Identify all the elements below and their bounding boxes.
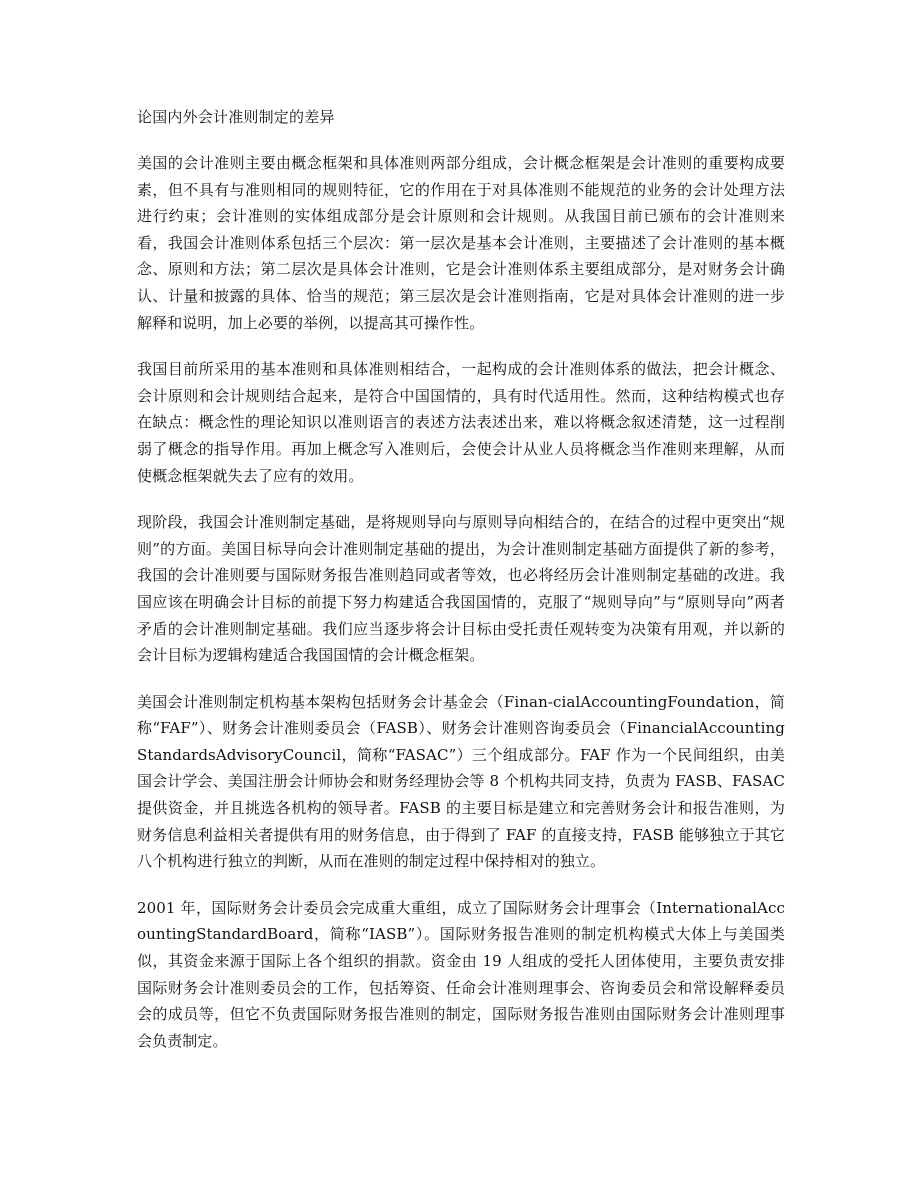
- document-page: [137, 104, 785, 1074]
- paragraph-3: 现阶段，我国会计准则制定基础，是将规则导向与原则导向相结合的，在结合的过程中更突出“规则”的方面。美国目标导向会计准则制定基础的提出，为会计准则制定基础方面提供了新的参考，我国的会计准则要与国际财务报告准则趋同或者等效，也必将经历会计准则制定基础的改进。我国应该在明确会计目标的前提下努力构建适合我国国情的，克服了“规则导向”与“原则导向”两者矛盾的会计准则制定基础。我们应当逐步将会计目标由受托责任观转变为决策有用观，并以新的会计目标为逻辑构建适合我国国情的会计概念框架。: [137, 513, 785, 665]
- paragraph-2: 我国目前所采用的基本准则和具体准则相结合，一起构成的会计准则体系的做法，把会计概念、会计原则和会计规则结合起来，是符合中国国情的，具有时代适用性。然而，这种结构模式也存在缺点：概念性的理论知识以准则语言的表述方法表述出来，难以将概念叙述清楚，这一过程削弱了概念的指导作用。再加上概念写入准则后，会使会计从业人员将概念当作准则来理解，从而使概念框架就失去了应有的效用。: [137, 360, 785, 485]
- paragraph-5: 2001 年，国际财务会计委员会完成重大重组，成立了国际财务会计理事会（InternationalAccountingStandardBoard，简称“IASB”）。国际财务报告准则的制定机构模式大体上与美国类似，其资金来源于国际上各个组织的捐款。资金由 19 人组成的受托人团体使用，主要负责安排国际财务会计准则委员会的工作，包括筹资、任命会计准则理事会、咨询委员会和常设解释委员会的成员等，但它不负责国际财务报告准则的制定，国际财务报告准则由国际财务会计准则理事会负责制定。: [137, 898, 785, 1050]
- paragraph-1: 美国的会计准则主要由概念框架和具体准则两部分组成，会计概念框架是会计准则的重要构成要素，但不具有与准则相同的规则特征，它的作用在于对具体准则不能规范的业务的会计处理方法进行约束；会计准则的实体组成部分是会计原则和会计规则。从我国目前已颁布的会计准则来看，我国会计准则体系包括三个层次：第一层次是基本会计准则，主要描述了会计准则的基本概念、原则和方法；第二层次是具体会计准则，它是会计准则体系主要组成部分，是对财务会计确认、计量和披露的具体、恰当的规范；第三层次是会计准则指南，它是对具体会计准则的进一步解释和说明，加上必要的举例，以提高其可操作性。: [137, 154, 785, 332]
- document-title: 论国内外会计准则制定的差异: [137, 108, 335, 126]
- paragraph-4: 美国会计准则制定机构基本架构包括财务会计基金会（Finan-cialAccountingFoundation，简称“FAF”）、财务会计准则委员会（FASB）、财务会计准则咨询委员会（FinancialAccountingStandardsAdvisoryCouncil，简称“FASAC”）三个组成部分。FAF 作为一个民间组织，由美国会计学会、美国注册会计师协会和财务经理协会等 8 个机构共同支持，负责为 FASB、FASAC 提供资金，并且挑选各机构的领导者。FASB 的主要目标是建立和完善财务会计和报告准则，为财务信息利益相关者提供有用的财务信息，由于得到了 FAF 的直接支持，FASB 能够独立于其它八个机构进行独立的判断，从而在准则的制定过程中保持相对的独立。: [137, 692, 785, 871]
